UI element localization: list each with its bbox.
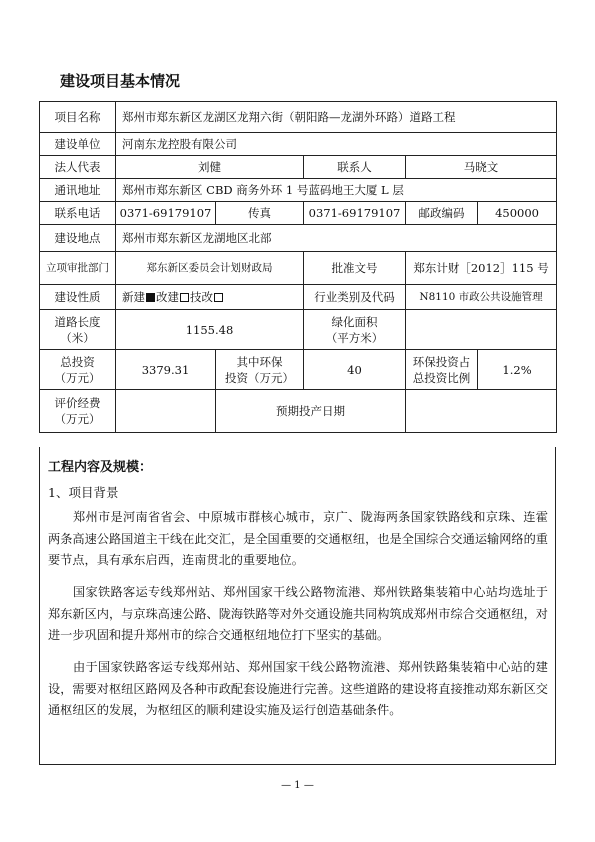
road-length-value: 1155.48 bbox=[116, 310, 304, 350]
approval-dept-label: 立项审批部门 bbox=[40, 252, 116, 285]
green-area-label bbox=[304, 310, 406, 350]
postcode-label: 邮政编码 bbox=[406, 202, 478, 225]
address-value: 郑州市郑东新区 CBD 商务外环 1 号蓝码地王大厦 L 层 bbox=[116, 179, 557, 202]
checkbox-empty-icon bbox=[180, 293, 189, 302]
env-ratio-label-line1: 环保投资占 bbox=[412, 354, 471, 369]
road-length-label bbox=[40, 310, 116, 350]
nature-new-label: 新建 bbox=[122, 290, 145, 304]
project-name-value: 郑州市郑东新区龙湖区龙翔六街（朝阳路—龙湖外环路）道路工程 bbox=[116, 102, 557, 133]
eval-fee-label-line1: 评价经费 bbox=[54, 396, 101, 410]
site-label: 建设地点 bbox=[40, 225, 116, 252]
fax-value: 0371-69179107 bbox=[304, 202, 406, 225]
phone-value: 0371-69179107 bbox=[116, 202, 216, 225]
builder-label: 建设单位 bbox=[40, 133, 116, 156]
nature-rebuild-label: 改建 bbox=[156, 290, 179, 304]
env-invest-label-line1: 其中环保 bbox=[236, 354, 283, 369]
env-ratio-value: 1.2% bbox=[478, 350, 557, 390]
env-invest-value: 40 bbox=[304, 350, 406, 390]
legal-rep-value: 刘健 bbox=[116, 156, 304, 179]
page-title: 建设项目基本情况 bbox=[60, 72, 181, 90]
checkbox-checked-icon bbox=[146, 293, 155, 302]
operation-date-value bbox=[406, 390, 557, 433]
total-invest-label bbox=[40, 350, 116, 390]
env-invest-label bbox=[216, 350, 304, 390]
address-label: 通讯地址 bbox=[40, 179, 116, 202]
operation-date-label: 预期投产日期 bbox=[216, 390, 406, 433]
paragraph-2: 国家铁路客运专线郑州站、郑州国家干线公路物流港、郑州铁路集装箱中心站均选址于郑东新区内，与京珠高速公路、陇海铁路等对外交通设施共同构筑成郑州市综合交通枢纽，对进一步巩固和提升郑州市的综合交通枢纽地位打下坚实的基础。 bbox=[48, 585, 548, 642]
approval-doc-value: 郑东计财［2012］115 号 bbox=[406, 252, 557, 285]
phone-label: 联系电话 bbox=[40, 202, 116, 225]
checkbox-empty-icon bbox=[214, 293, 223, 302]
road-length-label-line2: （米） bbox=[60, 330, 95, 345]
env-invest-label-line2: 投资（万元） bbox=[225, 370, 294, 385]
nature-tech-label: 技改 bbox=[190, 290, 213, 304]
eval-fee-label bbox=[40, 390, 116, 433]
builder-value: 河南东龙控股有限公司 bbox=[116, 133, 557, 156]
industry-label: 行业类别及代码 bbox=[304, 285, 406, 310]
legal-rep-label: 法人代表 bbox=[40, 156, 116, 179]
fax-label: 传真 bbox=[216, 202, 304, 225]
green-area-label-line2: （平方米） bbox=[325, 330, 384, 345]
sub-title: 1、项目背景 bbox=[48, 485, 119, 500]
approval-doc-label: 批准文号 bbox=[304, 252, 406, 285]
env-ratio-label bbox=[406, 350, 478, 390]
paragraph-1: 郑州市是河南省省会、中原城市群核心城市，京广、陇海两条国家铁路线和京珠、连霍两条高速公路国道主干线在此交汇，是全国重要的交通枢纽，也是全国综合交通运输网络的重要节点，具有承东启西，连南贯北的重要地位。 bbox=[48, 510, 548, 567]
nature-options bbox=[116, 285, 304, 310]
site-value: 郑州市郑东新区龙湖地区北部 bbox=[116, 225, 557, 252]
project-info-table bbox=[39, 101, 557, 433]
postcode-value: 450000 bbox=[478, 202, 557, 225]
page-number: — 1 — bbox=[281, 780, 314, 791]
total-invest-value: 3379.31 bbox=[116, 350, 216, 390]
paragraph-3: 由于国家铁路客运专线郑州站、郑州国家干线公路物流港、郑州铁路集装箱中心站的建设，需要对枢纽区路网及各种市政配套设施进行完善。这些道路的建设将直接推动郑东新区交通枢纽区的发展，为枢纽区的顺利建设实施及运行创造基础条件。 bbox=[48, 660, 548, 717]
approval-dept-value: 郑东新区委员会计划财政局 bbox=[116, 252, 304, 285]
contact-value: 马晓文 bbox=[406, 156, 557, 179]
contact-label: 联系人 bbox=[304, 156, 406, 179]
project-name-label: 项目名称 bbox=[40, 102, 116, 133]
road-length-label-line1: 道路长度 bbox=[54, 314, 101, 329]
section-title: 工程内容及规模： bbox=[48, 460, 153, 475]
green-area-value bbox=[406, 310, 557, 350]
eval-fee-value bbox=[116, 390, 216, 433]
nature-label: 建设性质 bbox=[40, 285, 116, 310]
eval-fee-label-line2: （万元） bbox=[54, 412, 101, 426]
total-invest-label-line2: （万元） bbox=[54, 370, 101, 385]
industry-value: N8110 市政公共设施管理 bbox=[406, 285, 557, 310]
env-ratio-label-line2: 总投资比例 bbox=[412, 370, 471, 385]
total-invest-label-line1: 总投资 bbox=[60, 354, 95, 369]
green-area-label-line1: 绿化面积 bbox=[331, 314, 378, 329]
